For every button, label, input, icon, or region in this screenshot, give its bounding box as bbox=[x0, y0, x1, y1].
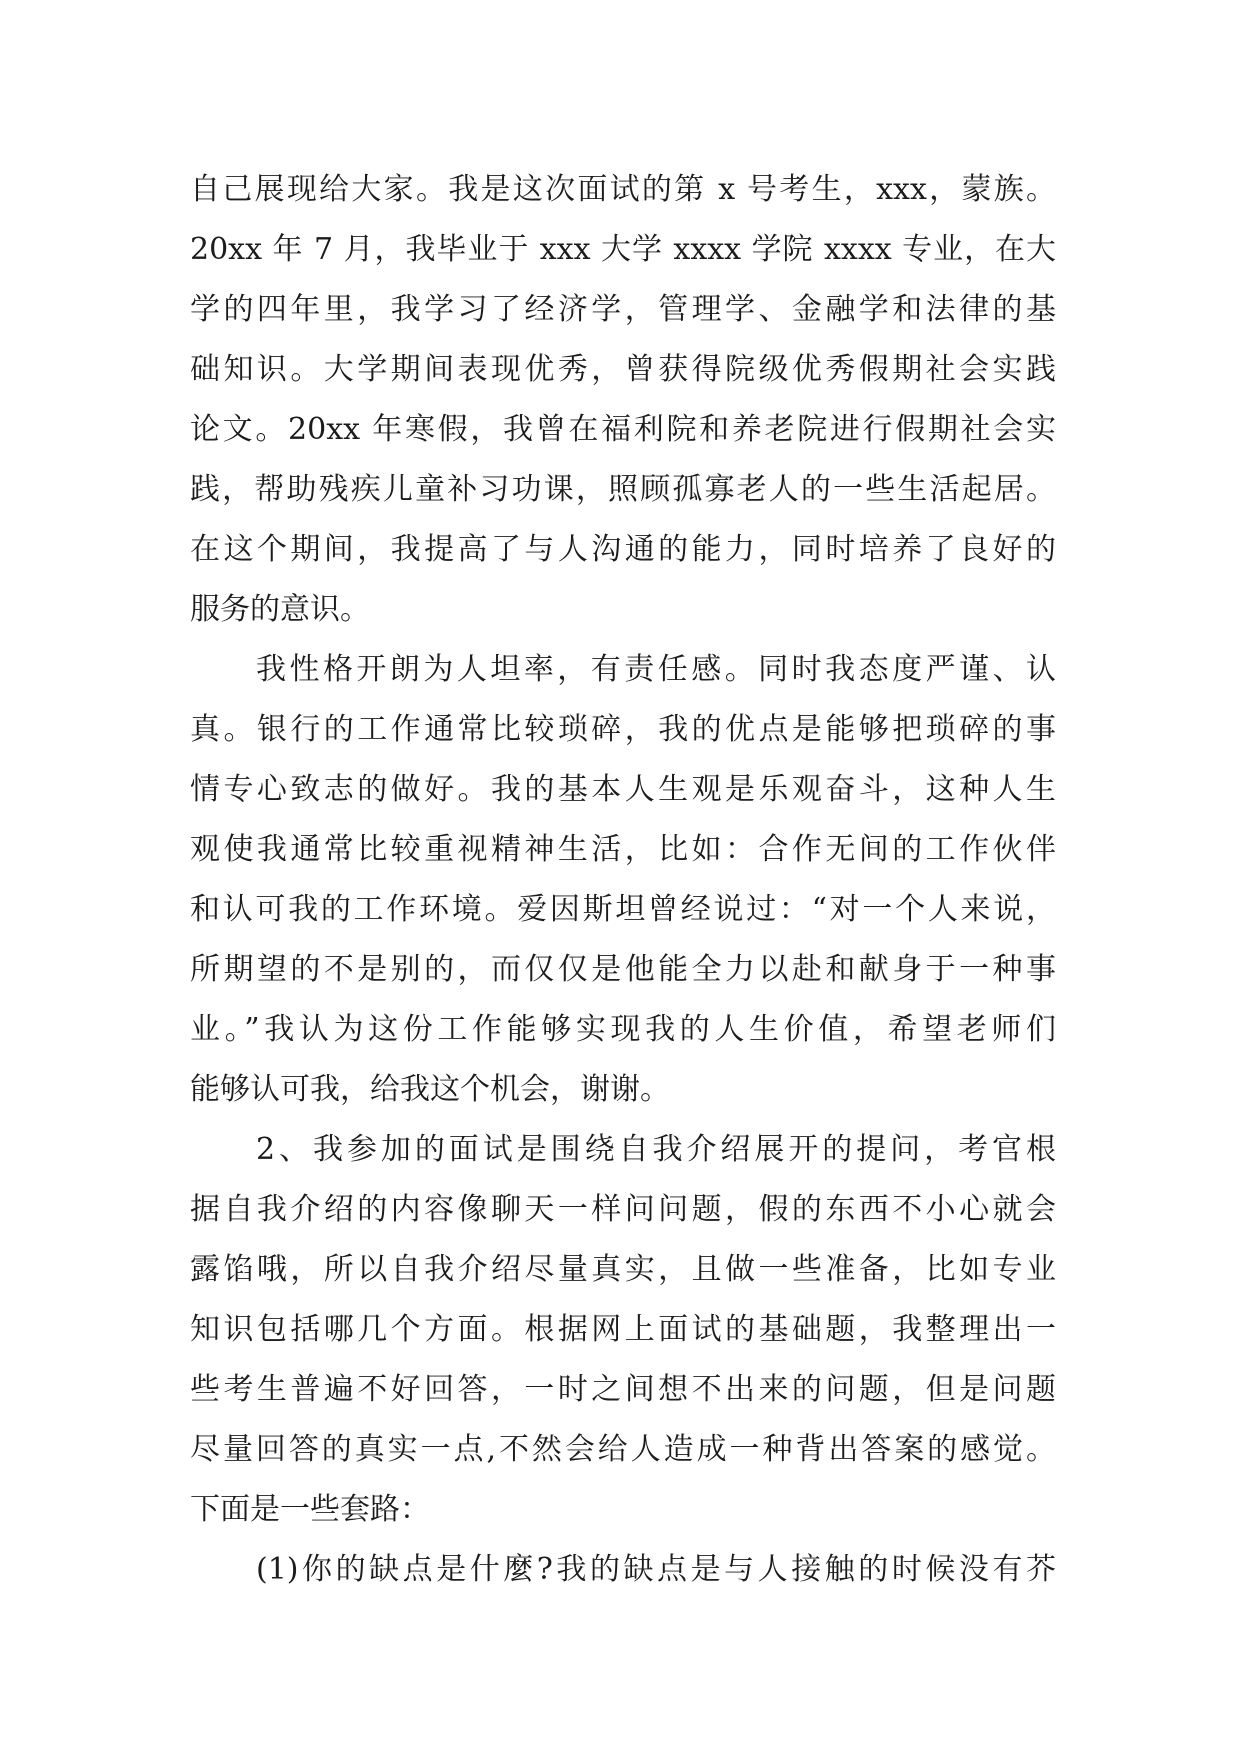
text-line: 论文。20xx 年寒假，我曾在福利院和养老院进行假期社会实 bbox=[190, 412, 1056, 447]
text-line: 据自我介绍的内容像聊天一样问问题，假的东西不小心就会 bbox=[190, 1192, 1056, 1227]
paragraph-first-line: 2、我参加的面试是围绕自我介绍展开的提问，考官根 bbox=[256, 1132, 1056, 1167]
text-line: 业。”我认为这份工作能够实现我的人生价值，希望老师们 bbox=[190, 1012, 1056, 1047]
text-line: 真。银行的工作通常比较琐碎，我的优点是能够把琐碎的事 bbox=[190, 712, 1056, 747]
text-line: 和认可我的工作环境。爱因斯坦曾经说过：“对一个人来说， bbox=[190, 892, 1056, 927]
text-line: 情专心致志的做好。我的基本人生观是乐观奋斗，这种人生 bbox=[190, 772, 1056, 807]
text-line: 础知识。大学期间表现优秀，曾获得院级优秀假期社会实践 bbox=[190, 352, 1056, 387]
text-line: 践，帮助残疾儿童补习功课，照顾孤寡老人的一些生活起居。 bbox=[190, 472, 1056, 507]
text-line: 所期望的不是别的，而仅仅是他能全力以赴和献身于一种事 bbox=[190, 952, 1056, 987]
text-line: 学的四年里，我学习了经济学，管理学、金融学和法律的基 bbox=[190, 292, 1056, 327]
body-text bbox=[190, 160, 1056, 1600]
text-line: 自己展现给大家。我是这次面试的第 x 号考生，xxx，蒙族。 bbox=[190, 172, 1056, 207]
paragraph-first-line: (1)你的缺点是什麼?我的缺点是与人接触的时候没有芥 bbox=[256, 1552, 1056, 1587]
text-line: 在这个期间，我提高了与人沟通的能力，同时培养了良好的 bbox=[190, 532, 1056, 567]
text-line: 下面是一些套路： bbox=[190, 1492, 430, 1527]
text-line: 露馅哦，所以自我介绍尽量真实，且做一些准备，比如专业 bbox=[190, 1252, 1056, 1287]
text-line: 能够认可我，给我这个机会，谢谢。 bbox=[190, 1072, 670, 1107]
paragraph-first-line: 我性格开朗为人坦率，有责任感。同时我态度严谨、认 bbox=[256, 652, 1056, 687]
text-line: 尽量回答的真实一点,不然会给人造成一种背出答案的感觉。 bbox=[190, 1432, 1056, 1467]
text-line: 知识包括哪几个方面。根据网上面试的基础题，我整理出一 bbox=[190, 1312, 1056, 1347]
text-line: 些考生普遍不好回答，一时之间想不出来的问题，但是问题 bbox=[190, 1372, 1056, 1407]
text-line: 观使我通常比较重视精神生活，比如：合作无间的工作伙伴 bbox=[190, 832, 1056, 867]
text-line: 20xx 年 7 月，我毕业于 xxx 大学 xxxx 学院 xxxx 专业，在大 bbox=[190, 232, 1056, 267]
text-line: 服务的意识。 bbox=[190, 592, 370, 627]
